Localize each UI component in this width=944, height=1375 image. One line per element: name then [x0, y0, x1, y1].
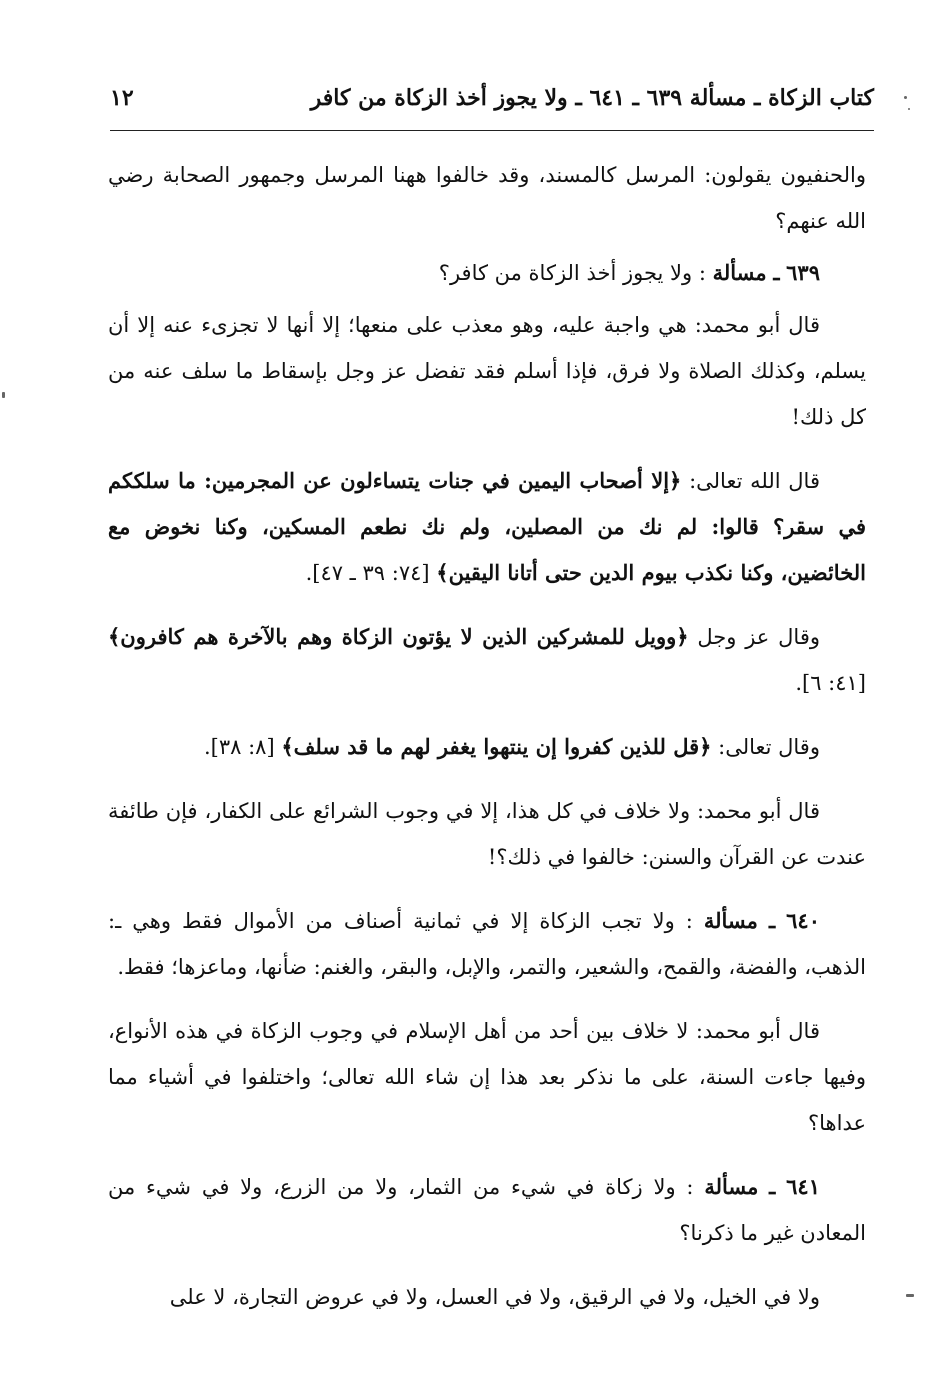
- paragraph-text: قال أبو محمد: هي واجبة عليه، وهو معذب على منعها؛ إلا أنها لا تجزىء عنه إلا أن يسلم، وكذلك الصلاة ولا فرق، فإذا أسلم فقد تفضل عز وجل بإسقاط ما سلف عنه من كل ذلك!: [108, 313, 866, 429]
- paragraph: [108, 788, 866, 880]
- quran-citation: [108, 614, 866, 706]
- issue-639: [108, 250, 866, 296]
- issue-641: [108, 1164, 866, 1256]
- issue-dash: ـ: [773, 260, 780, 285]
- issue-label: مسألة: [712, 260, 767, 285]
- issue-dash: ـ: [768, 908, 776, 933]
- paragraph: [108, 302, 866, 440]
- scan-speck: [2, 392, 5, 398]
- issue-number: ٦٣٩: [786, 260, 820, 285]
- scan-speck: [908, 108, 910, 110]
- verse-reference: [٤١: ٦].: [795, 671, 866, 695]
- issue-number: ٦٤١: [786, 1174, 820, 1199]
- running-header: [110, 78, 874, 118]
- verse-reference: [٧٤: ٣٩ ـ ٤٧].: [305, 561, 437, 585]
- issue-number: ٦٤٠: [786, 908, 820, 933]
- verse-reference: [٨: ٣٨].: [203, 735, 282, 759]
- quran-verse: ﴿قل للذين كفروا إن ينتهوا يغفر لهم ما قد سلف﴾: [281, 734, 712, 759]
- issue-dash: ـ: [769, 1174, 776, 1199]
- running-title: كتاب الزكاة ـ مسألة ٦٣٩ ـ ٦٤١ ـ ولا يجوز أخذ الزكاة من كافر: [310, 85, 874, 111]
- quran-citation: [108, 724, 866, 770]
- quran-verse: ﴿وويل للمشركين الذين لا يؤتون الزكاة وهم بالآخرة هم كافرون﴾: [108, 624, 689, 649]
- issue-text: : ولا زكاة في شيء من الثمار، ولا من الزرع، ولا في شيء من المعادن غير ما ذكرنا؟: [108, 1175, 866, 1245]
- citation-intro: قال الله تعالى:: [681, 469, 820, 493]
- paragraph-text: ولا في الخيل، ولا في الرقيق، ولا في العسل، ولا في عروض التجارة، لا على: [169, 1285, 820, 1309]
- paragraph: [108, 1008, 866, 1146]
- issue-640: [108, 898, 866, 990]
- citation-intro: وقال تعالى:: [711, 735, 820, 759]
- issue-label: مسألة: [703, 908, 758, 933]
- paragraph: [108, 152, 866, 244]
- issue-label: مسألة: [704, 1174, 759, 1199]
- header-rule: [110, 130, 874, 131]
- scan-speck: [906, 1294, 914, 1297]
- paragraph: [108, 1274, 866, 1320]
- page-number: ١٢: [110, 85, 134, 111]
- citation-intro: وقال عز وجل: [688, 625, 820, 649]
- scan-speck: [904, 96, 907, 99]
- body-text: [108, 152, 866, 1326]
- issue-text: : ولا تجب الزكاة إلا في ثمانية أصناف من الأموال فقط وهي ـ: الذهب، والفضة، والقمح، والشعير، والتمر، والإبل، والبقر، والغنم: ضأنها، وماعزها؛ فقط.: [108, 909, 866, 979]
- quran-citation: [108, 458, 866, 596]
- paragraph-text: والحنفيون يقولون: المرسل كالمسند، وقد خالفوا ههنا المرسل وجمهور الصحابة رضي الله عنهم؟: [108, 163, 866, 233]
- paragraph-text: قال أبو محمد: لا خلاف بين أحد من أهل الإسلام في وجوب الزكاة في هذه الأنواع، وفيها جاءت السنة، على ما نذكر بعد هذا إن شاء الله تعالى؛ واختلفوا في أشياء مما عداها؟: [108, 1019, 866, 1135]
- issue-text: : ولا يجوز أخذ الزكاة من كافر؟: [438, 261, 706, 285]
- quran-verse: ﴿إلا أصحاب اليمين في جنات يتساءلون عن المجرمين: ما سلككم في سقر؟ قالوا: لم نك من المصلين، ولم نك نطعم المسكين، وكنا نخوض مع الخائضين، وكنا نكذب بيوم الدين حتى أتانا اليقين﴾: [108, 468, 866, 585]
- paragraph-text: قال أبو محمد: ولا خلاف في كل هذا، إلا في وجوب الشرائع على الكفار، فإن طائفة عندت عن القرآن والسنن: خالفوا في ذلك؟!: [108, 799, 866, 869]
